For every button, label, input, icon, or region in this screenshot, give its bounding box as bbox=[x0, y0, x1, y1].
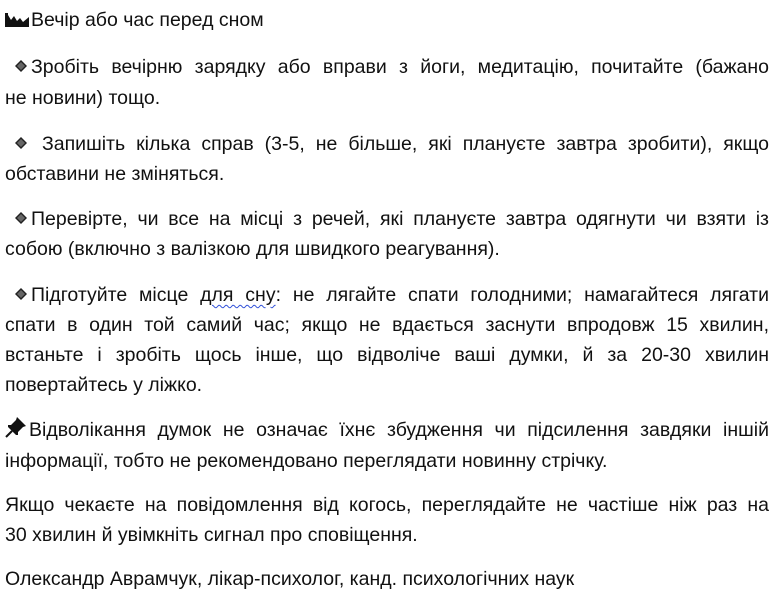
paragraph-4-line-1 bbox=[5, 281, 769, 310]
paragraph-6-line-2 bbox=[5, 521, 769, 549]
paragraph-5-line-1 bbox=[5, 416, 769, 446]
spellcheck-flagged-text[interactable]: для сну bbox=[200, 284, 276, 306]
paragraph-3-text-2: собою (включно з валізкою для швидкого реагування). bbox=[5, 238, 500, 260]
paragraph-2-text-2: обставини не зміняться. bbox=[5, 163, 225, 185]
black-diamond-bullet-icon bbox=[13, 54, 29, 82]
paragraph-5-text-1: Відволікання думок не означає їхнє збудження чи підсилення завдяки іншій bbox=[29, 419, 769, 442]
paragraph-4-text-4: повертайтесь у ліжко. bbox=[5, 374, 203, 396]
paragraph-4-line-2 bbox=[5, 311, 769, 339]
paragraph-3-text-1: Перевірте, чи все на місці з речей, які плануєте завтра одягнути чи взяти із bbox=[31, 208, 769, 230]
author-signature-text: Олександр Аврамчук, лікар-психолог, канд. психологічних наук bbox=[5, 568, 575, 590]
paragraph-4-text-3: встаньте і зробіть щось інше, що відволіче ваші думки, й за 20-30 хвилин bbox=[5, 344, 769, 366]
paragraph-2-line-1 bbox=[5, 130, 769, 159]
paragraph-4-text-1b: : не лягайте спати голодними; намагайтеся лягати bbox=[275, 284, 769, 306]
mountain-scene-icon bbox=[5, 7, 29, 35]
paragraph-1-text-2: не новини) тощо. bbox=[5, 87, 161, 109]
author-signature bbox=[5, 565, 769, 593]
paragraph-2-line-2 bbox=[5, 160, 769, 188]
heading-text: Вечір або час перед сном bbox=[31, 9, 264, 31]
paragraph-6-text-1: Якщо чекаєте на повідомлення від когось, переглядайте не частіше ніж раз на bbox=[5, 494, 769, 516]
paragraph-3-line-2 bbox=[5, 235, 769, 263]
paragraph-3-line-1 bbox=[5, 205, 769, 234]
black-diamond-bullet-icon bbox=[13, 206, 29, 234]
section-heading bbox=[5, 6, 769, 35]
black-diamond-bullet-icon bbox=[13, 131, 29, 159]
paragraph-1-text-1: Зробіть вечірню зарядку або вправи з йоги, медитацію, почитайте (бажано bbox=[31, 56, 769, 78]
paragraph-4-text-2: спати в один той самий час; якщо не вдається заснути впродовж 15 хвилин, bbox=[5, 314, 769, 336]
paragraph-1-line-2 bbox=[5, 84, 769, 112]
pushpin-icon bbox=[5, 416, 27, 446]
paragraph-2-text-1: Запишіть кілька справ (3-5, не більше, які плануєте завтра зробити), якщо bbox=[31, 133, 769, 155]
black-diamond-bullet-icon bbox=[13, 282, 29, 310]
paragraph-4-line-3 bbox=[5, 341, 769, 369]
paragraph-6-line-1 bbox=[5, 491, 769, 519]
paragraph-5-line-2 bbox=[5, 447, 769, 475]
paragraph-4-line-4 bbox=[5, 371, 769, 399]
paragraph-4-text-1a: Підготуйте місце bbox=[31, 284, 201, 306]
paragraph-6-text-2: 30 хвилин й увімкніть сигнал про сповіщення. bbox=[5, 524, 418, 546]
paragraph-5-text-2: інформації, тобто не рекомендовано переглядати новинну стрічку. bbox=[5, 450, 608, 472]
paragraph-1-line-1 bbox=[5, 53, 769, 82]
